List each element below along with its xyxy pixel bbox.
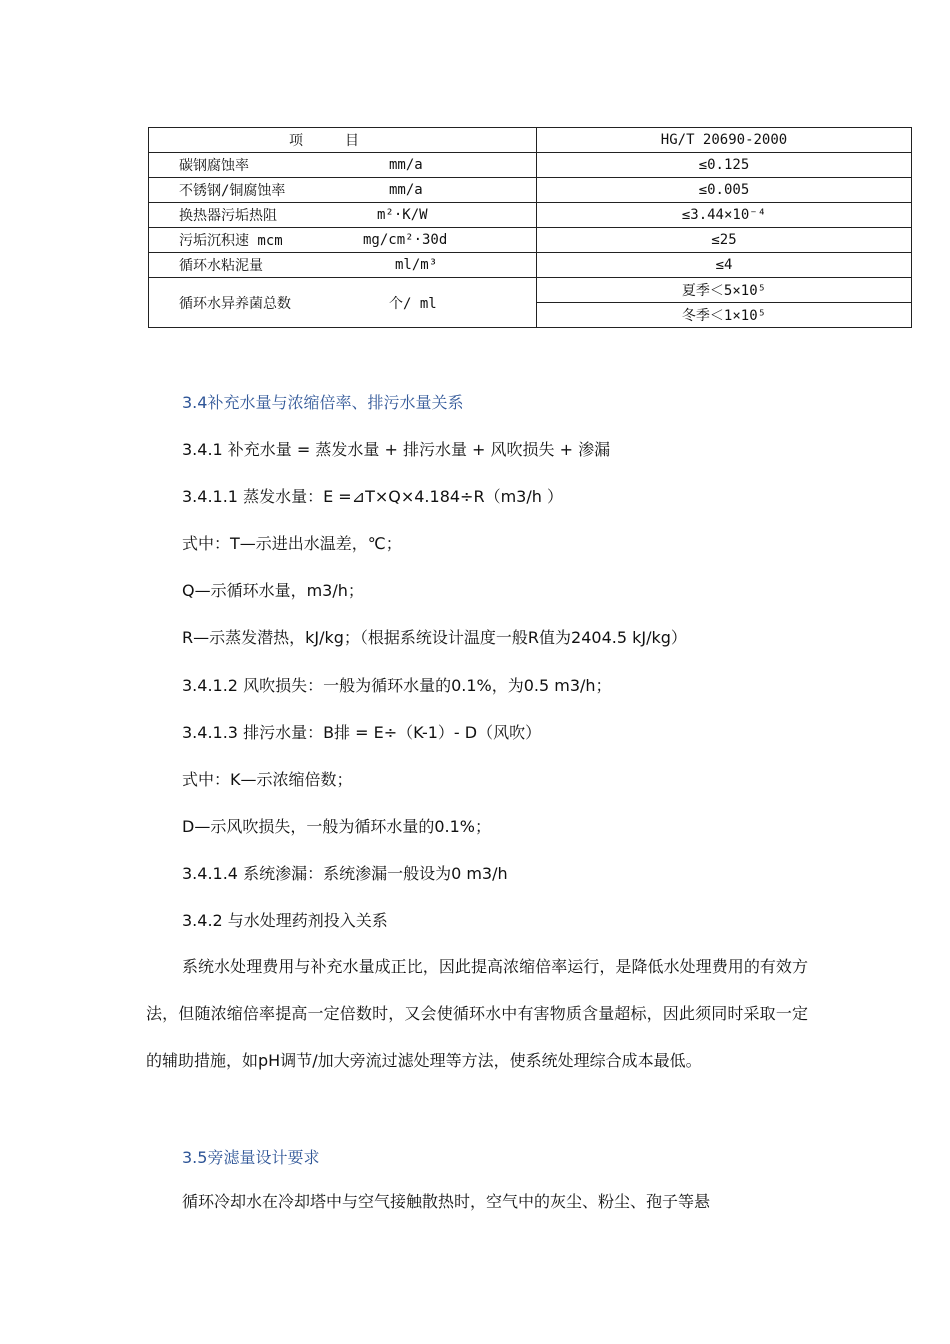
row-unit: mm/a <box>389 157 423 173</box>
table-row <box>149 203 912 228</box>
row-name: 循环水异养菌总数 <box>179 295 291 312</box>
row-unit: mm/a <box>389 182 423 198</box>
text-line: D—示风吹损失，一般为循环水量的0.1%； <box>182 817 491 836</box>
section-3-4-2-heading: 3.4.2 与水处理药剂投入关系 <box>182 911 388 930</box>
row-value: ≤25 <box>537 228 912 253</box>
row-value: ≤0.005 <box>537 178 912 203</box>
text-line: 3.4.1.4 系统渗漏：系统渗漏一般设为0 m3/h <box>182 864 508 883</box>
row-unit: 个/ ml <box>389 295 437 312</box>
row-unit: ml/m³ <box>395 257 438 273</box>
row-name: 循环水粘泥量 <box>179 258 263 274</box>
table-header-row <box>149 128 912 153</box>
text-line: 3.4.1 补充水量 = 蒸发水量 + 排污水量 + 风吹损失 + 渗漏 <box>182 440 611 459</box>
text-line: Q—示循环水量，m3/h； <box>182 581 364 600</box>
row-name: 不锈钢/铜腐蚀率 <box>179 183 286 199</box>
header-item-label: 项 目 <box>289 133 359 149</box>
header-standard-cell: HG/T 20690-2000 <box>537 128 912 153</box>
paragraph: 系统水处理费用与补充水量成正比，因此提高浓缩倍率运行，是降低水处理费用的有效方法，但随浓缩倍率提高一定倍数时，又会使循环水中有害物质含量超标，因此须同时采取一定的辅助措施，如pH调节/加大旁流过滤处理等方法，使系统处理综合成本最低。 <box>146 957 808 1070</box>
row-unit: m²·K/W <box>377 207 428 223</box>
water-quality-table <box>148 127 912 328</box>
text-line: 式中：K—示浓缩倍数； <box>182 770 353 789</box>
row-value: ≤3.44×10⁻⁴ <box>537 203 912 228</box>
row-value: ≤4 <box>537 253 912 278</box>
text-line: R—示蒸发潜热，kJ/kg；（根据系统设计温度一般R值为2404.5 kJ/kg） <box>182 628 687 647</box>
table-row <box>149 228 912 253</box>
row-name: 碳钢腐蚀率 <box>179 158 249 174</box>
row-name: 换热器污垢热阻 <box>179 208 277 224</box>
text-line: 3.4.1.1 蒸发水量：E =⊿T×Q×4.184÷R（m3/h ） <box>182 487 563 506</box>
section-3-5-heading: 3.5旁滤量设计要求 <box>182 1148 320 1167</box>
row-unit: mg/cm²·30d <box>363 232 448 248</box>
header-item-cell <box>149 128 537 153</box>
summer-value: 夏季＜5×10⁵ <box>537 278 912 303</box>
table-row <box>149 253 912 278</box>
section-3-4-heading: 3.4补充水量与浓缩倍率、排污水量关系 <box>182 393 464 412</box>
text-line: 3.4.1.3 排污水量：B排 = E÷（K-1）- D（风吹） <box>182 723 542 742</box>
row-name: 污垢沉积速 mcm <box>179 233 283 249</box>
table-row <box>149 278 912 303</box>
text-line: 3.4.1.2 风吹损失：一般为循环水量的0.1%，为0.5 m3/h； <box>182 676 612 695</box>
table-row <box>149 178 912 203</box>
table-row <box>149 153 912 178</box>
paragraph: 循环冷却水在冷却塔中与空气接触散热时，空气中的灰尘、粉尘、孢子等悬 <box>182 1192 711 1211</box>
row-value: ≤0.125 <box>537 153 912 178</box>
winter-value: 冬季＜1×10⁵ <box>537 303 912 328</box>
text-line: 式中：T—示进出水温差，℃； <box>182 534 402 553</box>
